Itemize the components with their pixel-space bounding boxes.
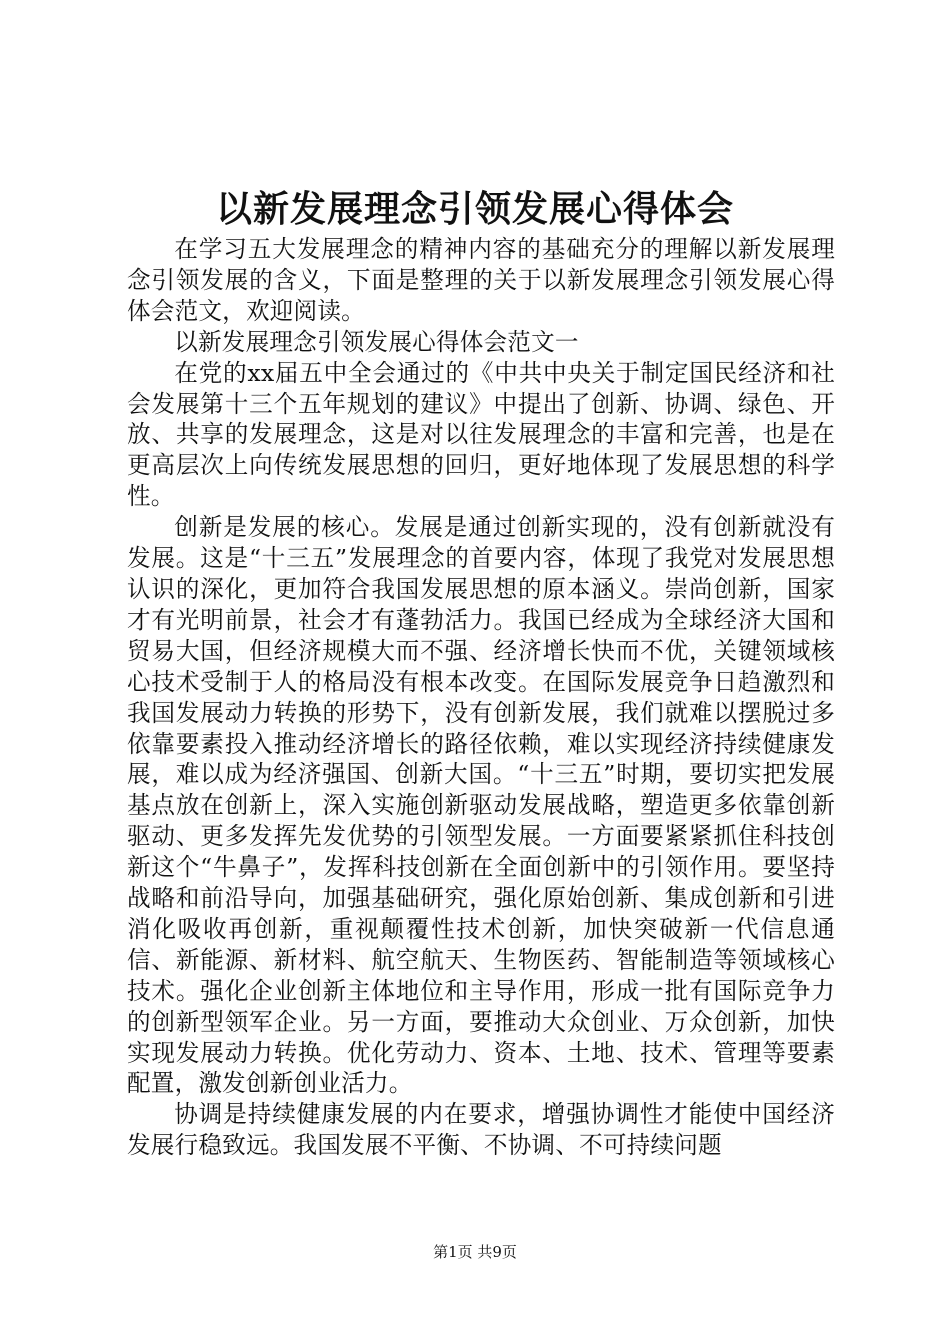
page-footer: 第1页 共9页 (433, 1243, 517, 1261)
document-body (127, 234, 835, 1161)
paragraph-subheading: 以新发展理念引领发展心得体会范文一 (174, 327, 579, 356)
paragraph-2: 创新是发展的核心。发展是通过创新实现的，没有创新就没有发展。这是“十三五”发展理念的首要内容，体现了我党对发展思想认识的深化，更加符合我国发展思想的原本涵义。崇尚创新，国家才有光明前景，社会才有蓬勃活力。我国已经成为全球经济大国和贸易大国，但经济规模大而不强、经济增长快而不优，关键领域核心技术受制于人的格局没有根本改变。在国际发展竞争日趋激烈和我国发展动力转换的形势下，没有创新发展，我们就难以摆脱过多依靠要素投入推动经济增长的路径依赖，难以实现经济持续健康发展，难以成为经济强国、创新大国。“十三五”时期，要切实把发展基点放在创新上，深入实施创新驱动发展战略，塑造更多依靠创新驱动、更多发挥先发优势的引领型发展。一方面要紧紧抓住科技创新这个“牛鼻子”，发挥科技创新在全面创新中的引领作用。要坚持战略和前沿导向，加强基础研究，强化原始创新、集成创新和引进消化吸收再创新，重视颠覆性技术创新，加快突破新一代信息通信、新能源、新材料、航空航天、生物医药、智能制造等领域核心技术。强化企业创新主体地位和主导作用，形成一批有国际竞争力的创新型领军企业。另一方面，要推动大众创业、万众创新，加快实现发展动力转换。优化劳动力、资本、土地、技术、管理等要素配置，激发创新创业活力。 (127, 513, 835, 1098)
paragraph-intro: 在学习五大发展理念的精神内容的基础充分的理解以新发展理念引领发展的含义，下面是整理的关于以新发展理念引领发展心得体会范文，欢迎阅读。 (127, 235, 835, 325)
paragraph-3: 协调是持续健康发展的内在要求，增强协调性才能使中国经济发展行稳致远。我国发展不平衡、不协调、不可持续问题 (127, 1100, 835, 1160)
paragraph-1: 在党的xx届五中全会通过的《中共中央关于制定国民经济和社会发展第十三个五年规划的建议》中提出了创新、协调、绿色、开放、共享的发展理念，这是对以往发展理念的丰富和完善，也是在更高层次上向传统发展思想的回归，更好地体现了发展思想的科学性。 (127, 358, 835, 511)
document-title: 以新发展理念引领发展心得体会 (215, 188, 734, 230)
